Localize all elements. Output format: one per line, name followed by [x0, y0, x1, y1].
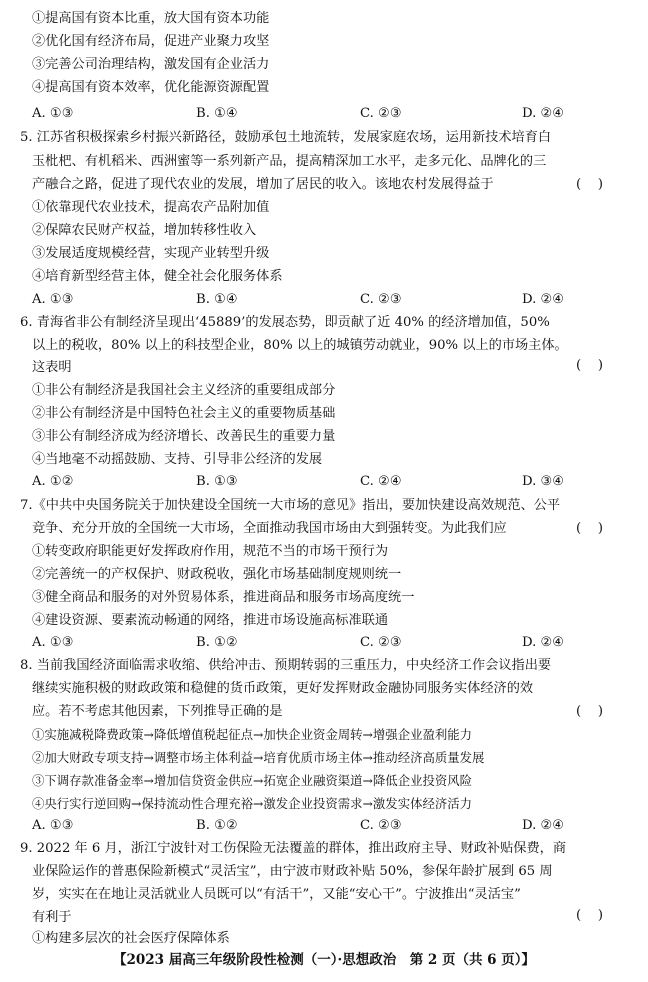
q6-choices	[32, 472, 632, 492]
q7-choice-b[interactable]: B. ①②	[196, 635, 238, 650]
q6-option-3: ③非公有制经济成为经济增长、改善民生的重要力量	[32, 429, 336, 444]
q8-stem-line-3: 应。若不考虑其他因素，下列推导正确的是	[32, 704, 283, 719]
q4-option-2: ②优化国有经济布局，促进产业聚力攻坚	[32, 34, 270, 49]
q6-choice-b[interactable]: B. ①③	[196, 474, 238, 489]
q5-option-2: ②保障农民财产权益，增加转移性收入	[32, 223, 257, 238]
q4-choice-d[interactable]: D. ②④	[522, 106, 565, 121]
q7-option-3: ③健全商品和服务的对外贸易体系，推进商品和服务市场高度统一	[32, 590, 415, 605]
q5-stem-line-2: 玉枇杷、有机稻米、西洲蜜等一系列新产品，提高精深加工水平，走多元化、品牌化的三	[32, 154, 547, 169]
q5-option-1: ①依靠现代农业技术，提高农产品附加值	[32, 200, 270, 215]
q9-option-1: ①构建多层次的社会医疗保障体系	[32, 931, 230, 946]
q8-option-1: ①实施减税降费政策→降低增值税起征点→加快企业资金周转→增强企业盈利能力	[32, 727, 473, 742]
q6-option-2: ②非公有制经济是中国特色社会主义的重要物质基础	[32, 406, 336, 421]
q5-answer-paren[interactable]: ( )	[576, 177, 604, 192]
q7-choice-a[interactable]: A. ①③	[32, 635, 74, 650]
q6-option-4: ④当地毫不动摇鼓励、支持、引导非公经济的发展	[32, 452, 323, 467]
q4-option-3: ③完善公司治理结构，激发国有企业活力	[32, 57, 270, 72]
q4-choice-c[interactable]: C. ②③	[360, 106, 402, 121]
q7-stem-line-1: 7.《中共中央国务院关于加快建设全国统一大市场的意见》指出，要加快建设高效规范、公平	[20, 498, 561, 513]
q8-choice-b[interactable]: B. ①②	[196, 818, 238, 833]
q7-option-2: ②完善统一的产权保护、财政税收，强化市场基础制度规则统一	[32, 567, 402, 582]
q9-answer-paren[interactable]: ( )	[576, 908, 604, 923]
q8-stem-line-2: 继续实施积极的财政政策和稳健的货币政策，更好发挥财政金融协同服务实体经济的效	[32, 681, 534, 696]
q4-option-4: ④提高国有资本效率，优化能源资源配置	[32, 80, 270, 95]
q5-stem-line-1: 5. 江苏省积极探索乡村振兴新路径，鼓励承包土地流转，发展家庭农场，运用新技术培育白	[20, 130, 552, 145]
q6-stem-line-3: 这表明	[32, 360, 72, 375]
q5-choice-d[interactable]: D. ②④	[522, 292, 565, 307]
q9-stem-line-3: 岁，实实在在地让灵活就业人员既可以“有活干”，又能“安心干”。宁波推出“灵活宝”	[32, 887, 521, 902]
q6-option-1: ①非公有制经济是我国社会主义经济的重要组成部分	[32, 383, 336, 398]
q4-choice-b[interactable]: B. ①④	[196, 106, 238, 121]
q9-stem-line-2: 业保险运作的普惠保险新模式“灵活宝”，由宁波市财政补贴 50%，参保年龄扩展到 65 周	[32, 864, 553, 879]
q7-answer-paren[interactable]: ( )	[576, 521, 604, 536]
q5-choices	[32, 290, 632, 310]
q8-choice-a[interactable]: A. ①③	[32, 818, 74, 833]
q6-choice-d[interactable]: D. ③④	[522, 474, 565, 489]
q5-option-3: ③发展适度规模经营，实现产业转型升级	[32, 246, 270, 261]
q6-stem-line-2: 以上的税收，80% 以上的科技型企业，80% 以上的城镇劳动就业，90% 以上的市场主体。	[32, 338, 568, 353]
q5-option-4: ④培育新型经营主体，健全社会化服务体系	[32, 269, 283, 284]
q9-stem-line-1: 9. 2022 年 6 月，浙江宁波针对工伤保险无法覆盖的群体，推出政府主导、财政补贴保费，商	[20, 841, 567, 856]
q4-choices	[32, 104, 632, 124]
q7-choice-d[interactable]: D. ②④	[522, 635, 565, 650]
q8-choices	[32, 816, 632, 836]
q6-choice-a[interactable]: A. ①②	[32, 474, 74, 489]
q7-option-4: ④建设资源、要素流动畅通的网络，推进市场设施高标准联通	[32, 613, 389, 628]
q6-stem-line-1: 6. 青海省非公有制经济呈现出‘45889’的发展态势，即贡献了近 40% 的经济增加值，50%	[20, 315, 550, 330]
q7-choices	[32, 633, 632, 653]
q8-option-4: ④央行实行逆回购→保持流动性合理充裕→激发企业投资需求→激发实体经济活力	[32, 796, 473, 811]
q5-choice-c[interactable]: C. ②③	[360, 292, 402, 307]
q6-answer-paren[interactable]: ( )	[576, 358, 604, 373]
q8-answer-paren[interactable]: ( )	[576, 704, 604, 719]
q8-choice-c[interactable]: C. ②③	[360, 818, 402, 833]
q8-choice-d[interactable]: D. ②④	[522, 818, 565, 833]
q7-choice-c[interactable]: C. ②③	[360, 635, 402, 650]
q7-stem-line-2: 竞争、充分开放的全国统一大市场，全面推动我国市场由大到强转变。为此我们应	[32, 521, 507, 536]
q6-choice-c[interactable]: C. ②④	[360, 474, 402, 489]
page-footer: 【2023 届高三年级阶段性检测（一）·思想政治 第 2 页（共 6 页）】	[112, 952, 536, 968]
q5-choice-a[interactable]: A. ①③	[32, 292, 74, 307]
q5-stem-line-3: 产融合之路，促进了现代农业的发展，增加了居民的收入。该地农村发展得益于	[32, 177, 494, 192]
q4-choice-a[interactable]: A. ①③	[32, 106, 74, 121]
q4-option-1: ①提高国有资本比重，放大国有资本功能	[32, 11, 270, 26]
q7-option-1: ①转变政府职能更好发挥政府作用，规范不当的市场干预行为	[32, 544, 389, 559]
q8-option-2: ②加大财政专项支持→调整市场主体利益→培育优质市场主体→推动经济高质量发展	[32, 750, 485, 765]
q8-stem-line-1: 8. 当前我国经济面临需求收缩、供给冲击、预期转弱的三重压力，中央经济工作会议指出要	[20, 658, 552, 673]
q8-option-3: ③下调存款准备金率→增加信贷资金供应→拓宽企业融资渠道→降低企业投资风险	[32, 773, 473, 788]
q9-stem-line-4: 有利于	[32, 910, 72, 925]
q5-choice-b[interactable]: B. ①④	[196, 292, 238, 307]
